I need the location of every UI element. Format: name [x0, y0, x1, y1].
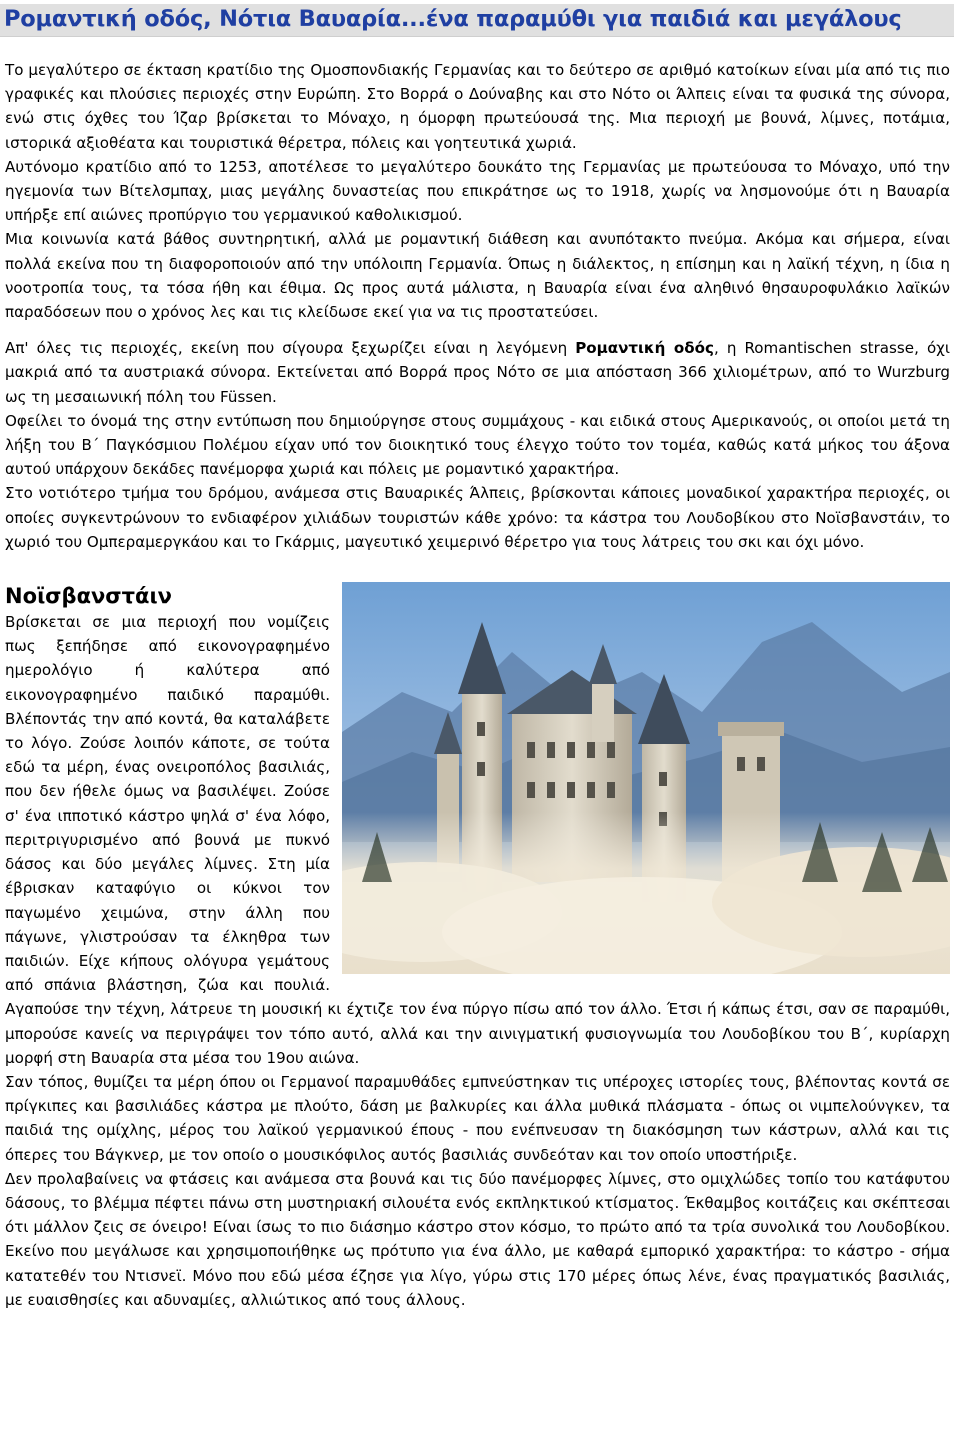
- page-title: Ρομαντική οδός, Νότια Βαυαρία...ένα παραμύθι για παιδιά και μεγάλους: [4, 6, 902, 32]
- neuschwanstein-paragraph-1: Βρίσκεται σε μια περιοχή που νομίζεις πως ξεπήδησε από εικονογραφημένο ημερολόγιο ή καλύτερα από εικονογραφημένο παιδικό παραμύθι. Βλέποντάς την από κοντά, θα καταλάβετε το λόγο. Ζούσε λοιπόν κάποτε, σε τούτα εδώ τα μέρη, ένας ονειροπόλος βασιλιάς, που δεν ήθελε όμως να βασιλέψει. Ζούσε σ' ένα ιπποτικό κάστρο ψηλά σ' ένα λόφο, περιτριγυρισμένο από βουνά με πυκνό δάσος και δύο μεγάλες λίμνες. Στη μία έβρισκαν καταφύγιο οι κύκνοι τον παγωμένο χειμώνα, στην άλλη που πάγωνε, γλιστρούσαν τα έλκηθρα των παιδιών. Είχε κήπους ολόγυρα γεμάτους από σπάνια βλάστηση, ζώα και πουλιά. Αγαπούσε την τέχνη, λάτρευε τη μουσική κι έχτιζε τον ένα πύργο πίσω από τον άλλο. Έτσι ή κάπως έτσι, σαν σε παραμύθι, μπορούσε κανείς να περιγράψει τον τόπο αυτό, αλλά και την αινιγματική φυσιογνωμία του Λουδοβίκου του Β΄, κυρίαρχη μορφή στη Βαυαρία στα μέσα του 19ου αιώνα.: [5, 613, 950, 1067]
- castle-photo: [342, 582, 950, 974]
- neuschwanstein-paragraph-3: Δεν προλαβαίνεις να φτάσεις και ανάμεσα στα βουνά και τις δύο πανέμορφες λίμνες, στο ομιχλώδες τοπίο του κατάφυτου δάσους, το βλέμμα πέφτει πάνω στη μυστηριακή σιλουέτα ενός εκπληκτικού κτίσματος. Έκθαμβος κοιτάζεις και σκέπτεσαι ότι μάλλον ζεις σε όνειρο! Είναι ίσως το πιο διάσημο κάστρο στον κόσμο, το πρώτο από τα τρία συνολικά του Λουδοβίκου. Εκείνο που μεγάλωσε και χρησιμοποιήθηκε ως πρότυπο για ένα άλλο, με καθαρά εμπορικό χαρακτήρα: το κάστρο - σήμα κατατεθέν του Ντισνεϊ. Μόνο που εδώ μέσα έζησε για λίγο, γύρω στις 170 μέρες όπως λένε, ένας πραγματικός βασιλιάς, με ευαισθησίες και αδυναμίες, αλλιώτικος από τους άλλους.: [5, 1169, 950, 1309]
- romantic-road-paragraph-1: [5, 336, 950, 409]
- intro-paragraph-1: Το μεγαλύτερο σε έκταση κρατίδιο της Ομοσπονδιακής Γερμανίας και το δεύτερο σε αριθμό κατοίκων είναι μία από τις πιο γραφικές και πλούσιες περιοχές στην Ευρώπη. Στο Βορρά ο Δούναβης και στο Νότο οι Άλπεις είναι τα φυσικά της σύνορα, ενώ στις όχθες του Ίζαρ βρίσκεται το Μόναχο, η όμορφη πρωτεύουσά της. Μια περιοχή με βουνά, λίμνες, ποτάμια, ιστορικά αξιοθέατα και τουριστικά θέρετρα, πόλεις και γοητευτικά χωριά.: [5, 61, 950, 152]
- intro-paragraph-3: Μια κοινωνία κατά βάθος συντηρητική, αλλά με ρομαντική διάθεση και ανυπότακτο πνεύμα. Ακόμα και σήμερα, είναι πολλά εκείνα που τη διαφοροποιούν από την υπόλοιπη Γερμανία. Όπως η διάλεκτος, η επίσημη και η λαϊκή τέχνη, η ίδια η νοοτροπία τους, τα τόσα ήθη και έθιμα. Ως προς αυτά μάλιστα, η Βαυαρία είναι ένα αληθινό θησαυροφυλάκιο λαϊκών παραδόσεων που ο χρόνος λες και τις κλείδωσε εκεί για να τις προστατεύσει.: [5, 230, 950, 322]
- intro-paragraph-2: Αυτόνομο κρατίδιο από το 1253, αποτέλεσε το μεγαλύτερο δουκάτο της Γερμανίας με πρωτεύουσα το Μόναχο, υπό την ηγεμονία των Βίτελσμπαχ, μιας μεγάλης δυναστείας που επικράτησε ως το 1918, χωρίς να λησμονούμε ότι η Βαυαρία υπήρξε επί αιώνες προπύργιο του γερμανικού καθολικισμού.: [5, 157, 950, 225]
- section-heading-neuschwanstein: Νοϊσβανστάιν: [5, 584, 172, 609]
- romantic-road-text-b: , η Romantischen strasse, όχι μακριά από τα αυστριακά σύνορα. Εκτείνεται από Βορρά προς Νότο σε μια απόσταση 366 χιλιομέτρων, από το Wurzburg ως τη μεσαιωνική πόλη του Füssen.: [5, 339, 951, 406]
- romantic-road-paragraph-3: Στο νοτιότερο τμήμα του δρόμου, ανάμεσα στις Βαυαρικές Άλπεις, βρίσκονται κάποιες μοναδικοί χαρακτήρα περιοχές, οι οποίες συγκεντρώνουν το ενδιαφέρον χιλιάδων τουριστών κάθε χρόνο: τα κάστρα του Λουδοβίκου στο Νοϊσβανστάιν, το χωριό του Ομπεραμεργκάου και το Γκάρμις, μαγευτικό χειμερινό θέρετρο για τους λάτρεις του σκι και όχι μόνο.: [5, 484, 950, 551]
- romantic-road-bold-name: Ρομαντική οδός: [575, 339, 714, 358]
- paragraph-gap: [5, 324, 950, 336]
- romantic-road-text-a: Απ' όλες τις περιοχές, εκείνη που σίγουρα ξεχωρίζει είναι η λεγόμενη: [5, 339, 576, 358]
- castle-illustration: [342, 582, 950, 974]
- title-bar: [0, 4, 954, 37]
- castle-turret-b: [592, 682, 614, 742]
- castle-keep-crown: [718, 722, 784, 736]
- neuschwanstein-paragraph-2: Σαν τόπος, θυμίζει τα μέρη όπου οι Γερμανοί παραμυθάδες εμπνεύστηκαν τις υπέροχες ιστορίες τους, βλέποντας κοντά σε πρίγκιπες και βασιλιάδες κάστρα με πλούτο, δάση με βαλκυρίες και άλλα μυθικά πλάσματα - όπως οι νιμπελούνγκεν, τα παιδιά της ομίχλης, μέρος του λαϊκού γερμανικού έπους - που ενέπνευσαν τη διακόσμηση των κάστρων, αλλά και τις όπερες του Βάγκνερ, με τον οποίο ο μουσικόφιλος αυτός βασιλιάς συνδεόταν και τον οποίο υποστήριξε.: [5, 1072, 950, 1164]
- article-body: [5, 58, 950, 1312]
- romantic-road-paragraph-2: Οφείλει το όνομά της στην εντύπωση που δημιούργησε στους συμμάχους - και ειδικά στους Αμερικανούς, οι οποίοι μετά τη λήξη του Β΄ Παγκόσμιου Πολέμου είχαν υπό τον διοικητικό τους έλεγχο τούτο τον τομέα, καθώς κατά μήκος του άξονα αυτού υπάρχουν δεκάδες πανέμορφα χωριά και πόλεις με ρομαντικό χαρακτήρα.: [5, 411, 950, 479]
